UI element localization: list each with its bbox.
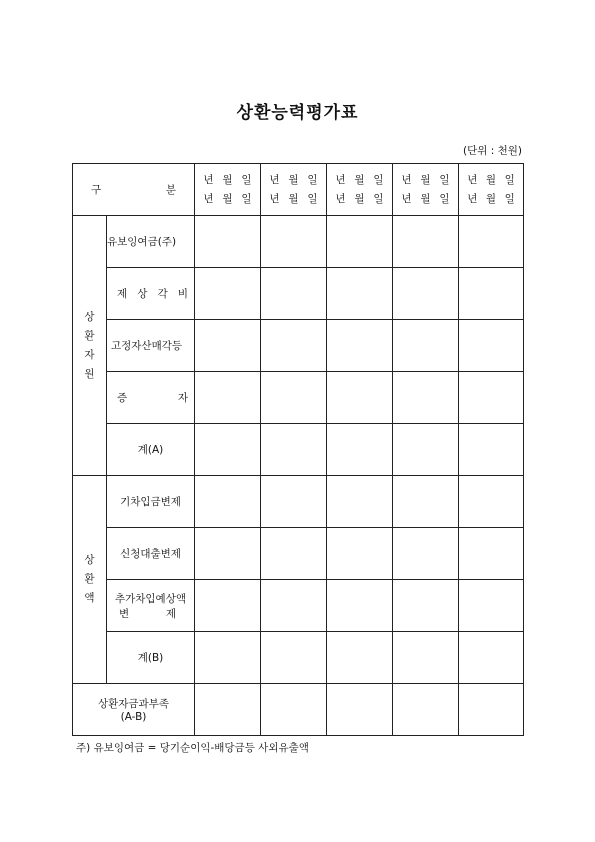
header-gubun: [73, 164, 195, 216]
value-cell[interactable]: [195, 580, 261, 632]
value-cell[interactable]: [459, 268, 524, 320]
value-cell[interactable]: [393, 632, 459, 684]
row-label: 추가차입예상액 변 제: [107, 580, 195, 632]
value-cell[interactable]: [393, 684, 459, 736]
period-header: 년 월 일 년 월 일: [393, 164, 459, 216]
repayment-table: [72, 163, 524, 736]
row-label: 유보잉여금(주): [107, 216, 195, 268]
header-gubun-char: 구: [91, 184, 102, 196]
value-cell[interactable]: [327, 632, 393, 684]
table-row: [73, 372, 524, 424]
value-cell[interactable]: [393, 216, 459, 268]
value-cell[interactable]: [195, 268, 261, 320]
footnote: 주) 유보잉여금 = 당기순이익-배당금등 사외유출액: [76, 742, 309, 754]
value-cell[interactable]: [459, 580, 524, 632]
value-cell[interactable]: [327, 684, 393, 736]
value-cell[interactable]: [195, 684, 261, 736]
value-cell[interactable]: [327, 580, 393, 632]
table-row: [73, 476, 524, 528]
table-row: [73, 580, 524, 632]
table-row: [73, 528, 524, 580]
subtotal-b-label: 계(B): [107, 632, 195, 684]
value-cell[interactable]: [393, 424, 459, 476]
value-cell[interactable]: [327, 476, 393, 528]
table-row: [73, 424, 524, 476]
header-gubun-char: 분: [165, 184, 176, 196]
value-cell[interactable]: [261, 580, 327, 632]
value-cell[interactable]: [327, 268, 393, 320]
value-cell[interactable]: [459, 684, 524, 736]
value-cell[interactable]: [459, 320, 524, 372]
row-label: 증 자: [107, 372, 195, 424]
value-cell[interactable]: [261, 216, 327, 268]
value-cell[interactable]: [327, 372, 393, 424]
surplus-deficit-label: 상환자금과부족 (A-B): [73, 684, 195, 736]
value-cell[interactable]: [459, 216, 524, 268]
row-label: 제 상 각 비: [107, 268, 195, 320]
value-cell[interactable]: [261, 476, 327, 528]
period-header: 년 월 일 년 월 일: [459, 164, 524, 216]
table-row: [73, 320, 524, 372]
value-cell[interactable]: [459, 476, 524, 528]
value-cell[interactable]: [393, 268, 459, 320]
page-title: 상환능력평가표: [236, 103, 359, 123]
value-cell[interactable]: [261, 320, 327, 372]
table-row: [73, 268, 524, 320]
value-cell[interactable]: [261, 268, 327, 320]
subtotal-a-label: 계(A): [107, 424, 195, 476]
row-label: 고정자산매각등: [107, 320, 195, 372]
value-cell[interactable]: [195, 320, 261, 372]
value-cell[interactable]: [327, 528, 393, 580]
group-label-repayment: 상 환 액: [73, 476, 107, 684]
period-header: 년 월 일 년 월 일: [261, 164, 327, 216]
row-label: 신청대출변제: [107, 528, 195, 580]
value-cell[interactable]: [393, 320, 459, 372]
value-cell[interactable]: [327, 320, 393, 372]
value-cell[interactable]: [261, 424, 327, 476]
value-cell[interactable]: [459, 632, 524, 684]
row-label: 기차입금변제: [107, 476, 195, 528]
table-row: [73, 684, 524, 736]
value-cell[interactable]: [327, 216, 393, 268]
value-cell[interactable]: [459, 372, 524, 424]
value-cell[interactable]: [459, 528, 524, 580]
value-cell[interactable]: [261, 528, 327, 580]
value-cell[interactable]: [195, 632, 261, 684]
value-cell[interactable]: [459, 424, 524, 476]
period-header: 년 월 일 년 월 일: [195, 164, 261, 216]
value-cell[interactable]: [393, 476, 459, 528]
value-cell[interactable]: [327, 424, 393, 476]
value-cell[interactable]: [261, 372, 327, 424]
value-cell[interactable]: [195, 216, 261, 268]
value-cell[interactable]: [261, 632, 327, 684]
value-cell[interactable]: [195, 528, 261, 580]
table-row: [73, 632, 524, 684]
value-cell[interactable]: [393, 528, 459, 580]
header-row: [73, 164, 524, 216]
value-cell[interactable]: [261, 684, 327, 736]
value-cell[interactable]: [393, 580, 459, 632]
value-cell[interactable]: [195, 424, 261, 476]
period-header: 년 월 일 년 월 일: [327, 164, 393, 216]
group-label-sources: 상 환 자 원: [73, 216, 107, 476]
value-cell[interactable]: [195, 476, 261, 528]
unit-label: (단위 : 천원): [463, 145, 522, 157]
value-cell[interactable]: [393, 372, 459, 424]
value-cell[interactable]: [195, 372, 261, 424]
table-row: [73, 216, 524, 268]
